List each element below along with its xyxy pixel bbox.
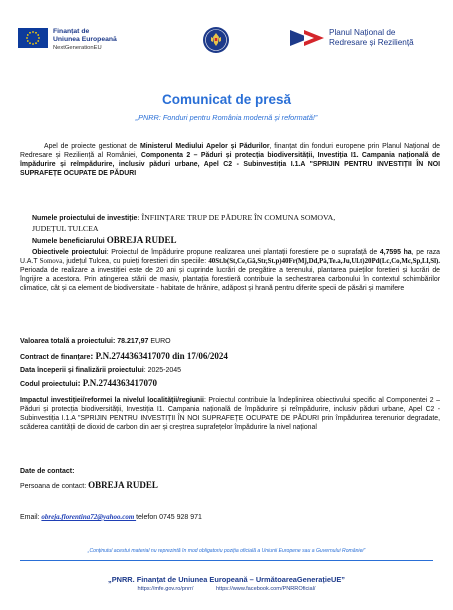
footer-links — [0, 586, 453, 592]
total-value-label: Valoarea totală a proiectului: — [20, 338, 118, 345]
contact-heading-row — [20, 467, 74, 476]
intro-text-2: , finanțat din fonduri europene prin Planul Național de Redresare și Reziliență al României, — [20, 143, 440, 159]
pnrr-label-line1: Planul Național de — [329, 28, 396, 37]
eu-label-line1: Finanțat de — [53, 28, 90, 35]
intro-text-1: Apel de proiecte gestionat de — [44, 143, 140, 150]
contact-person-row — [20, 481, 158, 491]
footer-link-mfe[interactable]: https://mfe.gov.ro/pnrr/ — [137, 586, 194, 592]
project-name-label: Numele proiectului de investiție — [32, 215, 138, 222]
project-name-value-2: JUDEȚUL TULCEA — [32, 224, 99, 233]
page-title: Comunicat de presă — [161, 92, 292, 107]
objectives-text-3: , județul Tulcea, cu puieți forestieri din speciile: — [62, 257, 209, 265]
objectives-text-2: , pe raza U.A.T — [20, 249, 441, 265]
impact-label: Impactul investiției/reformei la nivelul localității/regiunii — [20, 397, 204, 404]
objectives-area: 4,7595 ha — [379, 249, 412, 256]
contact-phone-value: 0745 928 971 — [159, 514, 202, 521]
eu-label-line3: NextGenerationEU — [53, 45, 102, 51]
contract-row — [20, 352, 228, 362]
objectives-uat: Somova — [39, 257, 63, 265]
dates-value: : 2025-2045 — [143, 367, 182, 374]
contact-person-label: Persoana de contact: — [20, 483, 89, 490]
beneficiary-row — [32, 236, 176, 246]
contract-label: Contract de finanțare — [20, 354, 91, 361]
eu-logo-block — [18, 28, 117, 52]
contact-person-value: OBREJA RUDEL — [88, 480, 158, 490]
intro-ministry: Ministerul Mediului Apelor și Pădurilor — [139, 143, 270, 150]
total-value-amount: 78.217,97 — [117, 338, 149, 345]
objectives-paragraph — [20, 249, 440, 294]
header — [0, 0, 453, 62]
code-value: : P.N.2744363417070 — [77, 378, 157, 388]
government-seal-icon — [202, 25, 230, 55]
total-value-row — [20, 337, 171, 346]
intro-paragraph — [20, 143, 440, 179]
contact-email-row — [20, 513, 202, 522]
code-label: Codul proiectului — [20, 381, 78, 388]
contact-phone-label: telefon — [136, 514, 160, 521]
impact-paragraph — [20, 397, 440, 433]
eu-flag-icon — [18, 28, 48, 48]
page-subtitle: „PNRR: Fonduri pentru România modernă și reformată!” — [135, 113, 318, 122]
contact-email-link[interactable]: obreja.florentina72@yahoo.com — [41, 513, 137, 521]
contract-value: : P.N.2744363417070 din 17/06/2024 — [90, 351, 228, 361]
impact-text: : Proiectul contribuie la îndeplinirea obiectivului specific al Componentei 2 – Păduri și protecția biodiversității, Investiția I1. Campania națională de împădurire și reîmpădurire, inclusiv păduri urbane, Apel C2 - Subinvestiția I.1.A "SPRIJIN PENTRU INVESTIȚII ÎN NOI SUPRAFEȚE OCUPATE DE PĂDURI prin împădurirea terenurior degradate, scăderea cantității de dioxid de carbon din aer și creștrea suprafețelor împădurire la nivel național — [20, 397, 440, 431]
beneficiary-value: OBREJA RUDEL — [106, 235, 177, 245]
footer-divider — [20, 560, 433, 561]
contact-heading: Date de contact: — [20, 468, 75, 475]
beneficiary-label: Numele beneficiarului — [32, 238, 105, 245]
eu-label-line2: Uniunea Europeană — [53, 36, 117, 43]
total-value-currency: EURO — [148, 338, 171, 345]
pnrr-logo-block — [290, 28, 414, 48]
dates-label: Data începerii și finalizării proiectului — [20, 367, 144, 374]
contact-email-label: Email: — [20, 514, 42, 521]
objectives-label: Obiectivele proiectului — [32, 249, 107, 256]
project-name-row-2 — [32, 224, 98, 234]
pnrr-logo-icon — [290, 28, 324, 48]
objectives-species: 40St.b(St,Ce,Gâ,Str,St.p)40Fr(Mj,Dd,Pà,Te.a,Ju,Ul.t)20Pd(Lc,Co,Mc,Sp,Ll,Sl). — [208, 257, 441, 265]
project-name-value: : ÎNFIINȚARE TRUP DE PĂDURE ÎN COMUNA SOMOVA, — [137, 213, 336, 222]
intro-component: Componenta 2 – Păduri și protecția biodiversității, Investiția I1. Campania națională de împădurire și reîmpădurire, inclusiv păduri urbane, Apel C2 - Subinvestiția I.1.A "SPRIJIN PENTRU INVESTIȚII ÎN NOI SUPRAFEȚE OCUPATE DE PĂDURI — [20, 151, 440, 177]
footer-disclaimer: „Conținutul acestui material nu reprezintă în mod obligatoriu poziția oficială a Uniunii Europene sau a Guvernului României” — [87, 548, 366, 554]
objectives-text-1: : Proiectul de împădurire propune realizarea unei plantații forestiere pe o suprafață de — [106, 249, 380, 256]
footer-link-facebook[interactable]: https://www.facebook.com/PNRROficial/ — [215, 586, 316, 592]
dates-row — [20, 366, 181, 375]
project-name-row — [32, 213, 335, 223]
objectives-text-4: Perioada de realizare a investiției este de 20 ani și cuprinde lucrări de pregătire a terenului, plantarea puieților foretieri și lucrări de îngrijire a acestora. Prin atingerea stării de masiv, plantația forestieră contribuie la sechestrarea carbonului în contextul schimbărilor climatice, cât și ca element de biodiversitate - habitate de hrănire, adăpost și hrană pentru diferite specii de păsări și mamifere — [20, 266, 440, 292]
code-row — [20, 379, 157, 389]
footer-title: „PNRR. Finanțat de Uniunea Europeană – UrmătoareaGenerațieUE” — [108, 575, 345, 584]
pnrr-label-line2: Redresare și Reziliență — [329, 37, 414, 47]
